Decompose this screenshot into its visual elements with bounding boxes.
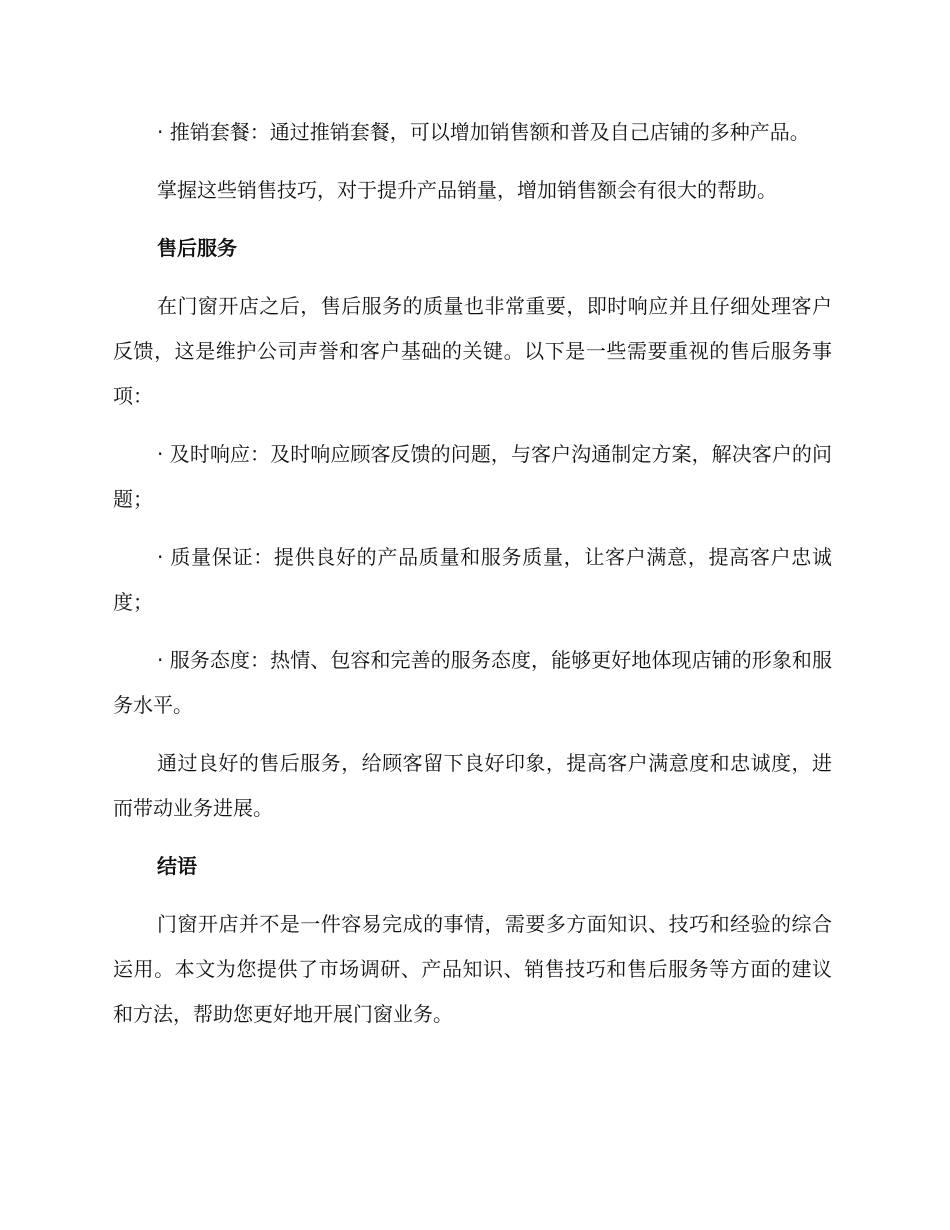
after-sales-intro: 在门窗开店之后，售后服务的质量也非常重要，即时响应并且仔细处理客户反馈，这是维护公司声誉和客户基础的关键。以下是一些需要重视的售后服务事项： <box>113 294 832 408</box>
bullet-upsell-combo: · 推销套餐：通过推销套餐，可以增加销售额和普及自己店铺的多种产品。 <box>157 120 810 144</box>
bullet-quality-guarantee: · 质量保证：提供良好的产品质量和服务质量，让客户满意，提高客户忠诚度； <box>113 545 832 614</box>
bullet-timely-response: · 及时响应：及时响应顾客反馈的问题，与客户沟通制定方案，解决客户的问题； <box>113 442 832 511</box>
heading-conclusion: 结语 <box>157 854 197 878</box>
after-sales-summary: 通过良好的售后服务，给顾客留下良好印象，提高客户满意度和忠诚度，进而带动业务进展。 <box>113 751 832 820</box>
sales-summary: 掌握这些销售技巧，对于提升产品销量，增加销售额会有很大的帮助。 <box>157 178 777 202</box>
conclusion-text: 门窗开店并不是一件容易完成的事情，需要多方面知识、技巧和经验的综合运用。本文为您提供了市场调研、产品知识、销售技巧和售后服务等方面的建议和方法，帮助您更好地开展门窗业务。 <box>113 912 832 1026</box>
heading-after-sales: 售后服务 <box>157 236 237 260</box>
bullet-service-attitude: · 服务态度：热情、包容和完善的服务态度，能够更好地体现店铺的形象和服务水平。 <box>113 648 832 717</box>
